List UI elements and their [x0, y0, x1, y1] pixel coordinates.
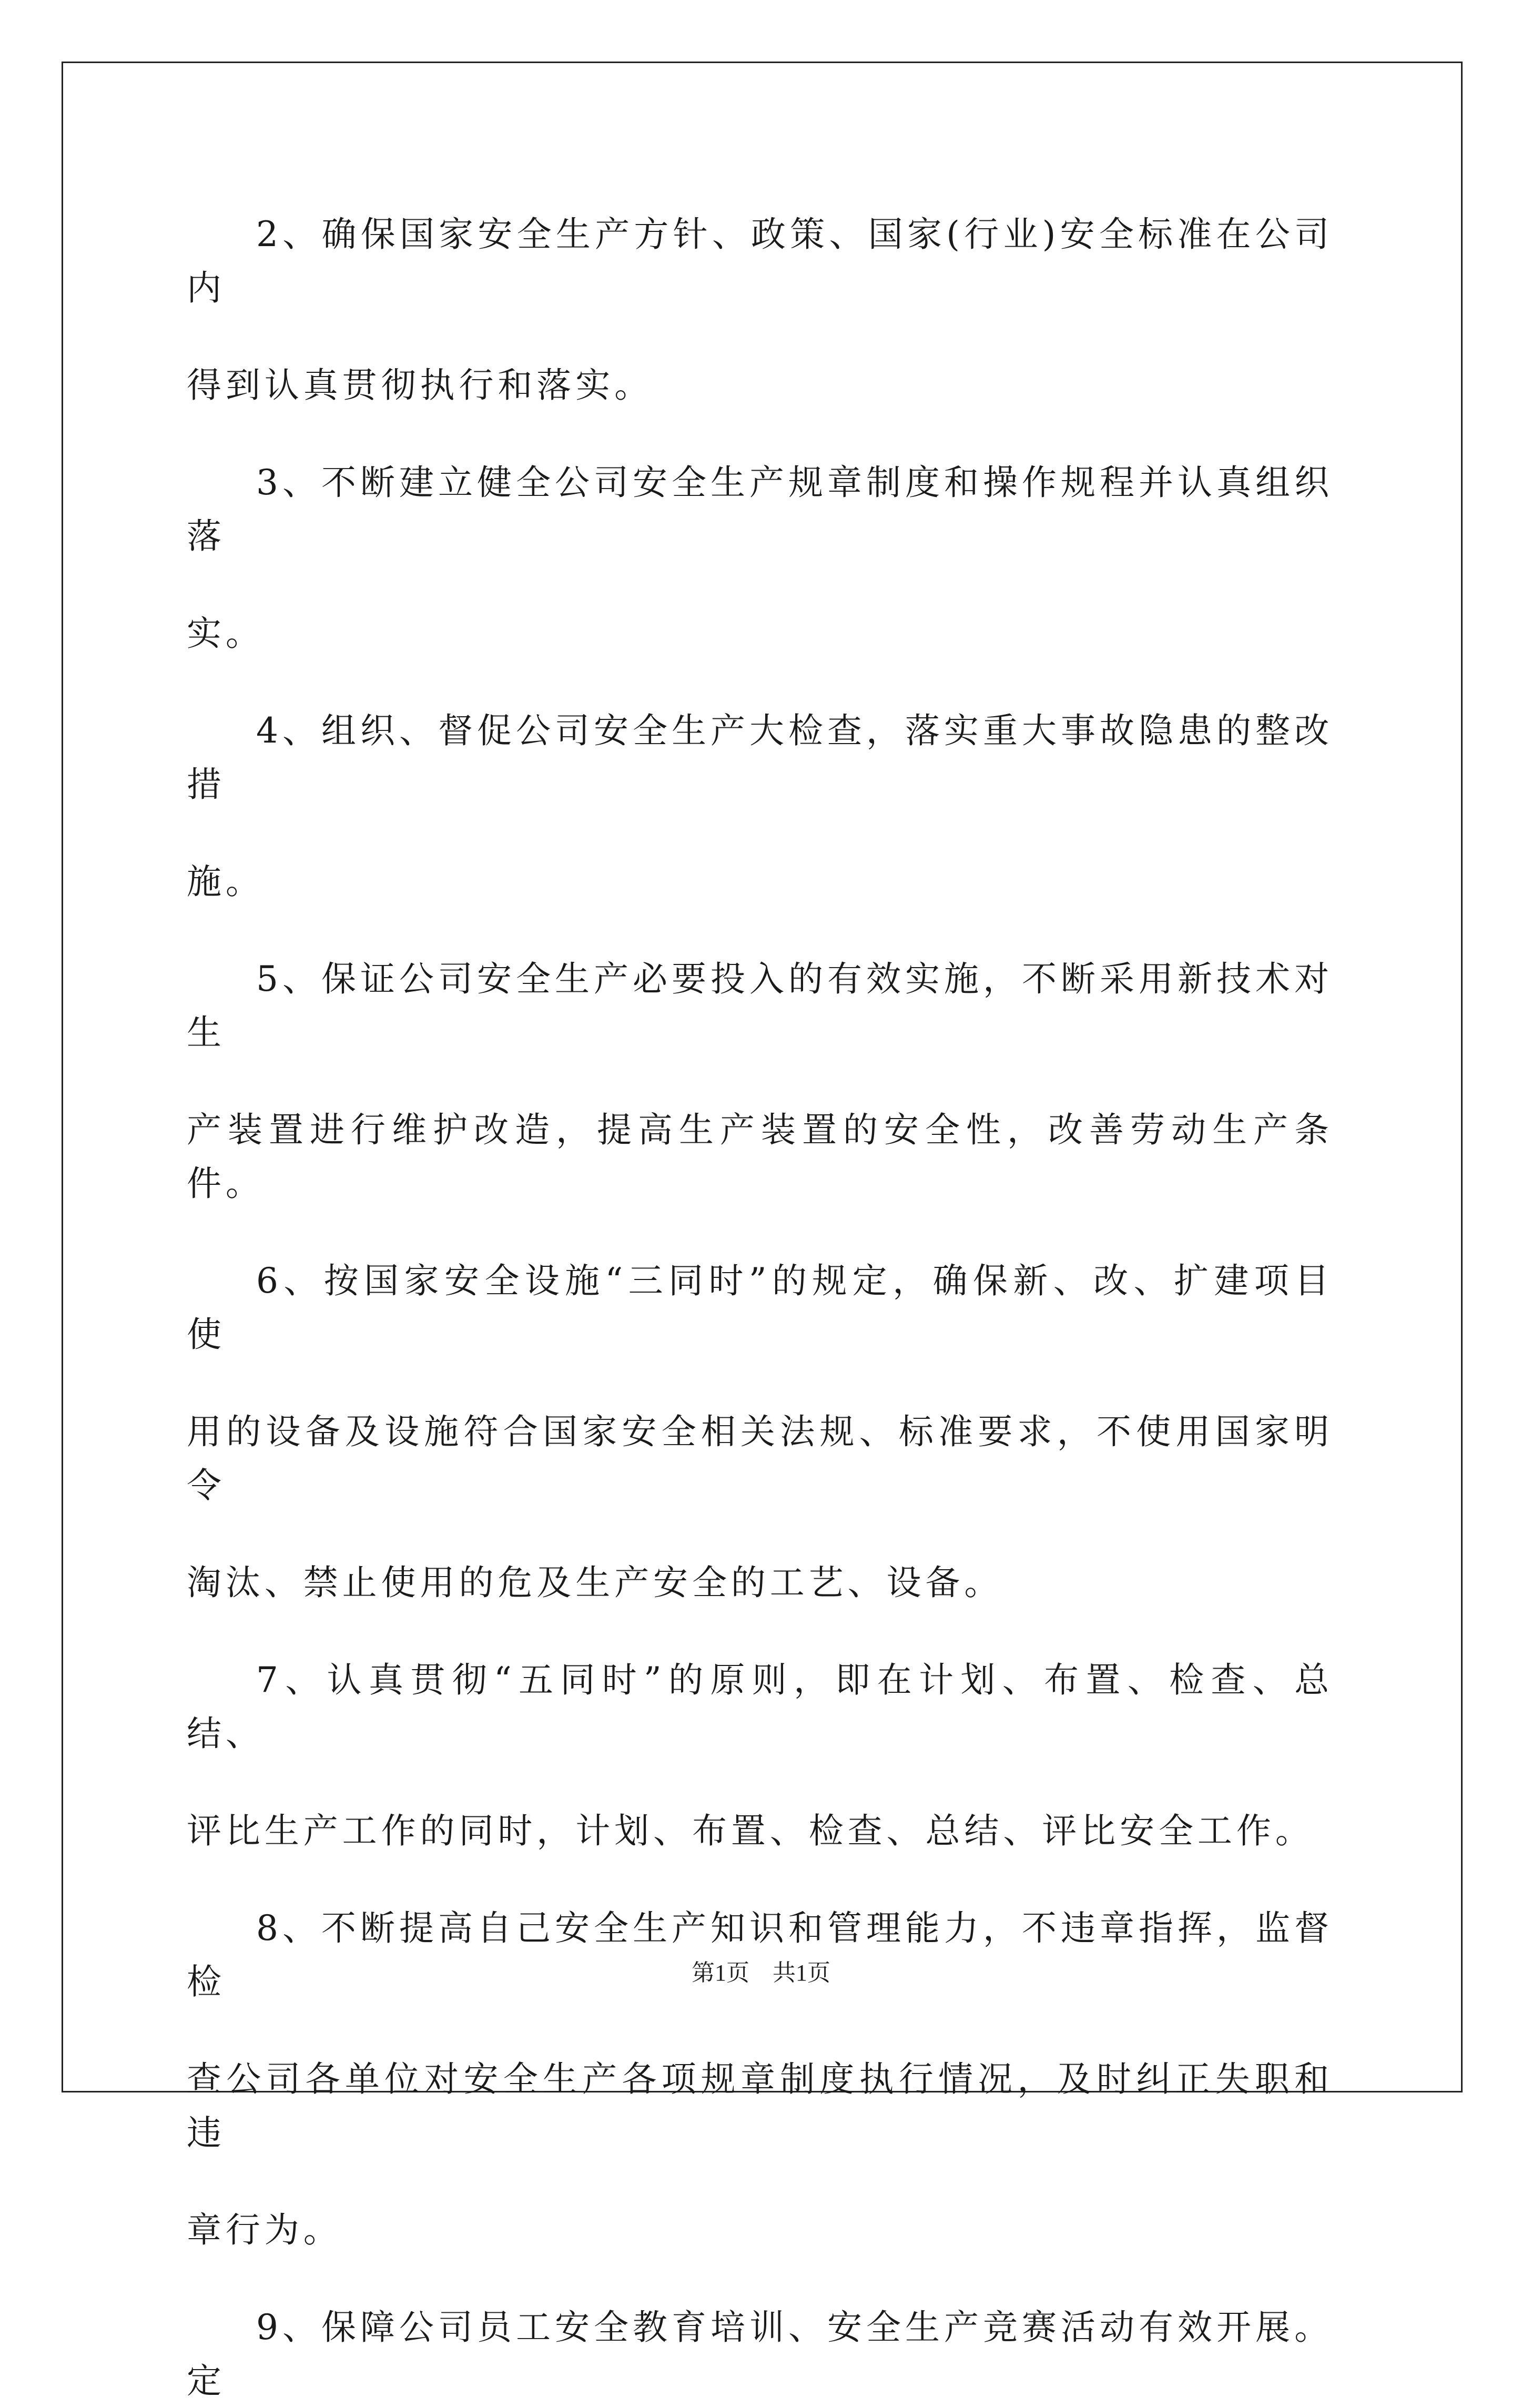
paragraph-7 [187, 1653, 1333, 1858]
paragraph-4 [187, 704, 1333, 909]
paragraph-line: 章行为。 [187, 2210, 342, 2250]
paragraph-line: 4、组织、督促公司安全生产大检查，落实重大事故隐患的整改措 [187, 710, 1333, 805]
paragraph-line: 得到认真贯彻执行和落实。 [187, 365, 654, 405]
paragraph-8 [187, 1902, 1333, 2257]
paragraph-line: 2、确保国家安全生产方针、政策、国家(行业)安全标准在公司内 [187, 214, 1333, 308]
paragraph-line: 实。 [187, 613, 265, 654]
paragraph-line: 用的设备及设施符合国家安全相关法规、标准要求，不使用国家明令 [187, 1411, 1333, 1506]
paragraph-line: 查公司各单位对安全生产各项规章制度执行情况，及时纠正失职和违 [187, 2059, 1333, 2153]
paragraph-line: 产装置进行维护改造，提高生产装置的安全性，改善劳动生产条件。 [187, 1110, 1333, 1204]
paragraph-9 [187, 2301, 1333, 2408]
paragraph-6 [187, 1254, 1333, 1610]
document-body [187, 208, 1333, 2408]
paragraph-line: 淘汰、禁止使用的危及生产安全的工艺、设备。 [187, 1562, 1003, 1603]
page-number-footer: 第1页 共1页 [692, 1960, 830, 1986]
paragraph-line: 8、不断提高自己安全生产知识和管理能力，不违章指挥，监督检 [187, 1908, 1333, 2002]
paragraph-line: 9、保障公司员工安全教育培训、安全生产竞赛活动有效开展。定 [187, 2307, 1333, 2401]
paragraph-2 [187, 208, 1333, 412]
paragraph-line: 6、按国家安全设施“三同时”的规定，确保新、改、扩建项目使 [187, 1261, 1333, 1355]
paragraph-3 [187, 456, 1333, 661]
paragraph-line: 7、认真贯彻“五同时”的原则，即在计划、布置、检查、总结、 [187, 1660, 1333, 1754]
paragraph-line: 3、不断建立健全公司安全生产规章制度和操作规程并认真组织落 [187, 462, 1333, 556]
paragraph-line: 评比生产工作的同时，计划、布置、检查、总结、评比安全工作。 [187, 1811, 1314, 1851]
paragraph-line: 5、保证公司安全生产必要投入的有效实施，不断采用新技术对生 [187, 959, 1333, 1053]
paragraph-line: 施。 [187, 861, 265, 902]
paragraph-5 [187, 952, 1333, 1211]
